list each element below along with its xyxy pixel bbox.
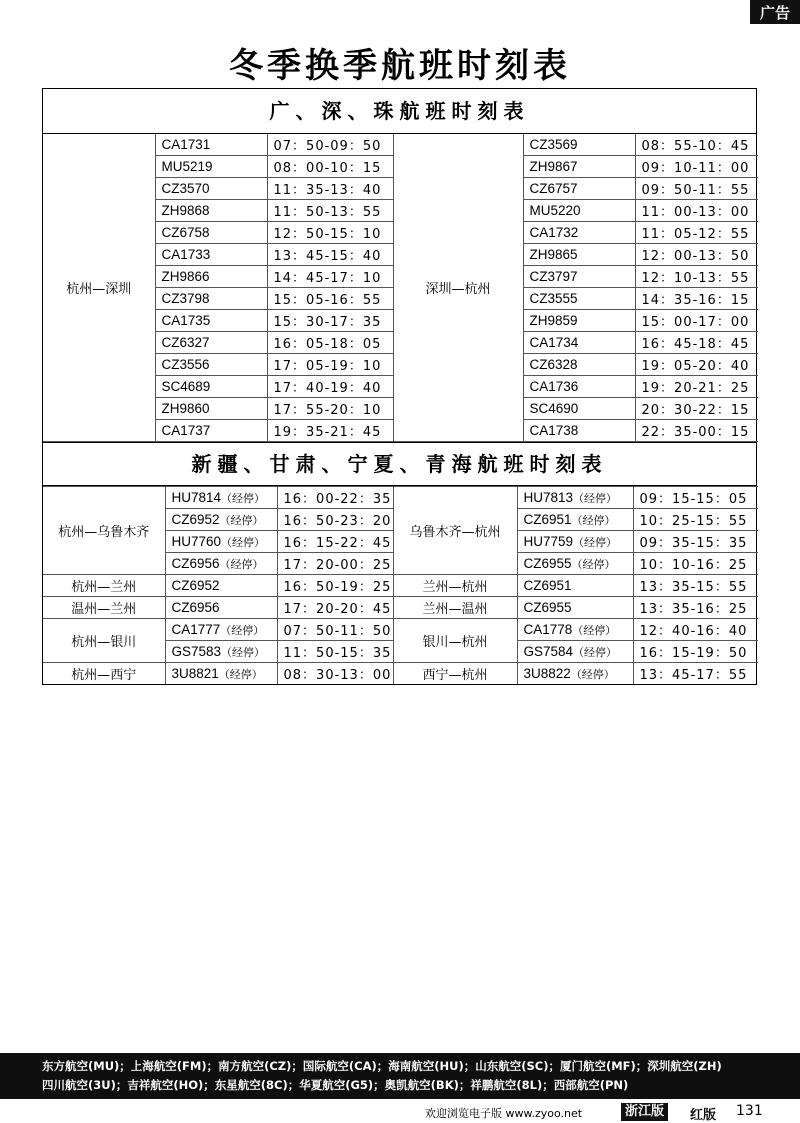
flight-code: ZH9867 xyxy=(523,156,635,178)
route-outbound: 温州—兰州 xyxy=(43,597,165,619)
table-row xyxy=(43,575,758,597)
route-inbound: 银川—杭州 xyxy=(393,619,517,663)
flight-code: GS7584 xyxy=(523,643,574,659)
flight-time: 12：50-15：10 xyxy=(267,222,393,244)
table-row xyxy=(43,134,758,156)
flight-time: 15：30-17：35 xyxy=(267,310,393,332)
stopover-note: （经停） xyxy=(571,558,616,571)
flight-code: CZ6327 xyxy=(155,332,267,354)
flight-code-cell xyxy=(517,641,633,663)
table-row xyxy=(43,619,758,641)
flight-time: 13：45-17：55 xyxy=(633,663,758,685)
flight-time: 16：15-22：45 xyxy=(277,531,393,553)
flight-time: 08：30-13：00 xyxy=(277,663,393,685)
route-outbound: 杭州—乌鲁木齐 xyxy=(43,487,165,575)
footer-edition: 红版 xyxy=(690,1108,717,1123)
flight-code: CZ6955 xyxy=(523,555,572,571)
route-inbound: 西宁—杭州 xyxy=(393,663,517,685)
flight-time: 08：55-10：45 xyxy=(635,134,758,156)
flight-time: 10：10-16：25 xyxy=(633,553,758,575)
stopover-note: （经停） xyxy=(221,536,266,549)
flight-time: 16：50-23：20 xyxy=(277,509,393,531)
stopover-note: （经停） xyxy=(573,646,618,659)
flight-code-cell xyxy=(517,487,633,509)
flight-time: 12：40-16：40 xyxy=(633,619,758,641)
stopover-note: （经停） xyxy=(220,624,265,637)
stopover-note: （经停） xyxy=(221,646,266,659)
flight-code: CZ3798 xyxy=(155,288,267,310)
route-inbound: 兰州—杭州 xyxy=(393,575,517,597)
flight-code: ZH9860 xyxy=(155,398,267,420)
airline-codes-legend xyxy=(0,1053,800,1099)
flight-time: 09：35-15：35 xyxy=(633,531,758,553)
stopover-note: （经停） xyxy=(218,668,263,681)
flight-code: CZ6328 xyxy=(523,354,635,376)
stopover-note: （经停） xyxy=(219,558,264,571)
flight-time: 22：35-00：15 xyxy=(635,420,758,442)
ad-tag: 广告 xyxy=(750,0,800,24)
flight-code: CZ3797 xyxy=(523,266,635,288)
flight-time: 15：00-17：00 xyxy=(635,310,758,332)
page-footer xyxy=(0,1102,800,1123)
flight-time: 16：00-22：35 xyxy=(277,487,393,509)
flight-time: 11：50-13：55 xyxy=(267,200,393,222)
flight-code: HU7759 xyxy=(523,533,574,549)
flight-code: MU5219 xyxy=(155,156,267,178)
flight-time: 11：05-12：55 xyxy=(635,222,758,244)
flight-code: HU7814 xyxy=(171,489,222,505)
flight-code: CZ3570 xyxy=(155,178,267,200)
flight-time: 10：25-15：55 xyxy=(633,509,758,531)
table-row xyxy=(43,663,758,685)
flight-time: 14：45-17：10 xyxy=(267,266,393,288)
route-outbound: 杭州—银川 xyxy=(43,619,165,663)
stopover-note: （经停） xyxy=(221,492,266,505)
flight-time: 14：35-16：15 xyxy=(635,288,758,310)
page-number: 131 xyxy=(736,1103,763,1119)
flight-time: 20：30-22：15 xyxy=(635,398,758,420)
flight-code: CZ6758 xyxy=(155,222,267,244)
flight-code: CA1733 xyxy=(155,244,267,266)
route-inbound: 深圳—杭州 xyxy=(393,134,523,442)
table-row xyxy=(43,597,758,619)
flight-code-cell xyxy=(165,663,277,685)
timetable-northwest xyxy=(43,486,758,684)
flight-code: CZ6955 xyxy=(523,600,572,615)
flight-time: 19：20-21：25 xyxy=(635,376,758,398)
stopover-note: （经停） xyxy=(573,536,618,549)
flight-code-cell xyxy=(517,619,633,641)
flight-time: 12：10-13：55 xyxy=(635,266,758,288)
footer-website: 欢迎浏览电子版 www.zyoo.net xyxy=(425,1107,583,1120)
flight-time: 17：20-20：45 xyxy=(277,597,393,619)
flight-time: 13：35-16：25 xyxy=(633,597,758,619)
flight-code: CZ6956 xyxy=(171,600,220,615)
stopover-note: （经停） xyxy=(571,514,616,527)
route-inbound: 兰州—温州 xyxy=(393,597,517,619)
flight-code: CA1778 xyxy=(523,621,573,637)
flight-time: 16：05-18：05 xyxy=(267,332,393,354)
flight-time: 08：00-10：15 xyxy=(267,156,393,178)
flight-code-cell xyxy=(517,553,633,575)
flight-code: CZ3556 xyxy=(155,354,267,376)
flight-time: 17：05-19：10 xyxy=(267,354,393,376)
stopover-note: （经停） xyxy=(219,514,264,527)
flight-time: 11：35-13：40 xyxy=(267,178,393,200)
stopover-note: （经停） xyxy=(573,492,618,505)
flight-code: SC4689 xyxy=(155,376,267,398)
flight-time: 07：50-11：50 xyxy=(277,619,393,641)
flight-code-cell xyxy=(165,619,277,641)
timetable-guangshenzhu xyxy=(43,134,758,442)
flight-code: CZ6952 xyxy=(171,511,220,527)
flight-code: ZH9859 xyxy=(523,310,635,332)
flight-code: ZH9868 xyxy=(155,200,267,222)
route-outbound: 杭州—深圳 xyxy=(43,134,155,442)
flight-time: 09：50-11：55 xyxy=(635,178,758,200)
flight-time: 16：50-19：25 xyxy=(277,575,393,597)
flight-code: 3U8822 xyxy=(523,665,571,681)
flight-code-cell xyxy=(517,509,633,531)
flight-code-cell xyxy=(165,553,277,575)
flight-time: 19：35-21：45 xyxy=(267,420,393,442)
flight-code-cell xyxy=(165,641,277,663)
flight-time: 09：15-15：05 xyxy=(633,487,758,509)
flight-time: 15：05-16：55 xyxy=(267,288,393,310)
flight-code: CZ6956 xyxy=(171,555,220,571)
flight-code: CZ3569 xyxy=(523,134,635,156)
flight-code-cell xyxy=(165,597,277,619)
flight-code: ZH9865 xyxy=(523,244,635,266)
flight-time: 17：40-19：40 xyxy=(267,376,393,398)
flight-time: 13：45-15：40 xyxy=(267,244,393,266)
flight-time: 09：10-11：00 xyxy=(635,156,758,178)
flight-time: 11：50-15：35 xyxy=(277,641,393,663)
table-row xyxy=(43,487,758,509)
flight-code: CZ6951 xyxy=(523,578,572,593)
flight-time: 17：55-20：10 xyxy=(267,398,393,420)
flight-code: CA1736 xyxy=(523,376,635,398)
flight-code: CA1735 xyxy=(155,310,267,332)
flight-code: CA1738 xyxy=(523,420,635,442)
flight-code: CA1734 xyxy=(523,332,635,354)
flight-code: CA1777 xyxy=(171,621,221,637)
route-inbound: 乌鲁木齐—杭州 xyxy=(393,487,517,575)
section-title-northwest: 新疆、甘肃、宁夏、青海航班时刻表 xyxy=(43,442,756,486)
flight-time: 17：20-00：25 xyxy=(277,553,393,575)
flight-code: HU7760 xyxy=(171,533,222,549)
flight-code: 3U8821 xyxy=(171,665,219,681)
flight-code-cell xyxy=(165,531,277,553)
section-title-guangshenzhu: 广、深、珠航班时刻表 xyxy=(43,89,756,134)
flight-code-cell xyxy=(517,597,633,619)
flight-code: CZ6757 xyxy=(523,178,635,200)
flight-time: 12：00-13：50 xyxy=(635,244,758,266)
flight-code: MU5220 xyxy=(523,200,635,222)
flight-code-cell xyxy=(517,575,633,597)
flight-code: ZH9866 xyxy=(155,266,267,288)
flight-code: HU7813 xyxy=(523,489,574,505)
flight-time: 16：45-18：45 xyxy=(635,332,758,354)
airline-codes-line-1: 东方航空(MU)；上海航空(FM)；南方航空(CZ)；国际航空(CA)；海南航空(HU)；山东航空(SC)；厦门航空(MF)；深圳航空(ZH) xyxy=(42,1059,722,1073)
footer-region-badge: 浙江版 xyxy=(621,1103,668,1121)
stopover-note: （经停） xyxy=(570,668,615,681)
flight-code: GS7583 xyxy=(171,643,222,659)
flight-code: CA1737 xyxy=(155,420,267,442)
flight-time: 13：35-15：55 xyxy=(633,575,758,597)
flight-code: SC4690 xyxy=(523,398,635,420)
flight-code-cell xyxy=(165,575,277,597)
flight-code-cell xyxy=(165,487,277,509)
route-outbound: 杭州—兰州 xyxy=(43,575,165,597)
airline-codes-line-2: 四川航空(3U)；吉祥航空(HO)；东星航空(8C)；华夏航空(G5)；奥凯航空(BK)；祥鹏航空(8L)；西部航空(PN) xyxy=(42,1078,629,1092)
flight-time: 07：50-09：50 xyxy=(267,134,393,156)
flight-code: CZ3555 xyxy=(523,288,635,310)
flight-code: CZ6951 xyxy=(523,511,572,527)
flight-code: CA1732 xyxy=(523,222,635,244)
flight-time: 19：05-20：40 xyxy=(635,354,758,376)
stopover-note: （经停） xyxy=(572,624,617,637)
flight-time: 16：15-19：50 xyxy=(633,641,758,663)
timetable-sheet xyxy=(42,88,757,685)
flight-code: CZ6952 xyxy=(171,578,220,593)
flight-code-cell xyxy=(517,663,633,685)
page-title: 冬季换季航班时刻表 xyxy=(229,46,571,86)
flight-code-cell xyxy=(165,509,277,531)
flight-time: 11：00-13：00 xyxy=(635,200,758,222)
flight-code-cell xyxy=(517,531,633,553)
flight-code: CA1731 xyxy=(155,134,267,156)
route-outbound: 杭州—西宁 xyxy=(43,663,165,685)
